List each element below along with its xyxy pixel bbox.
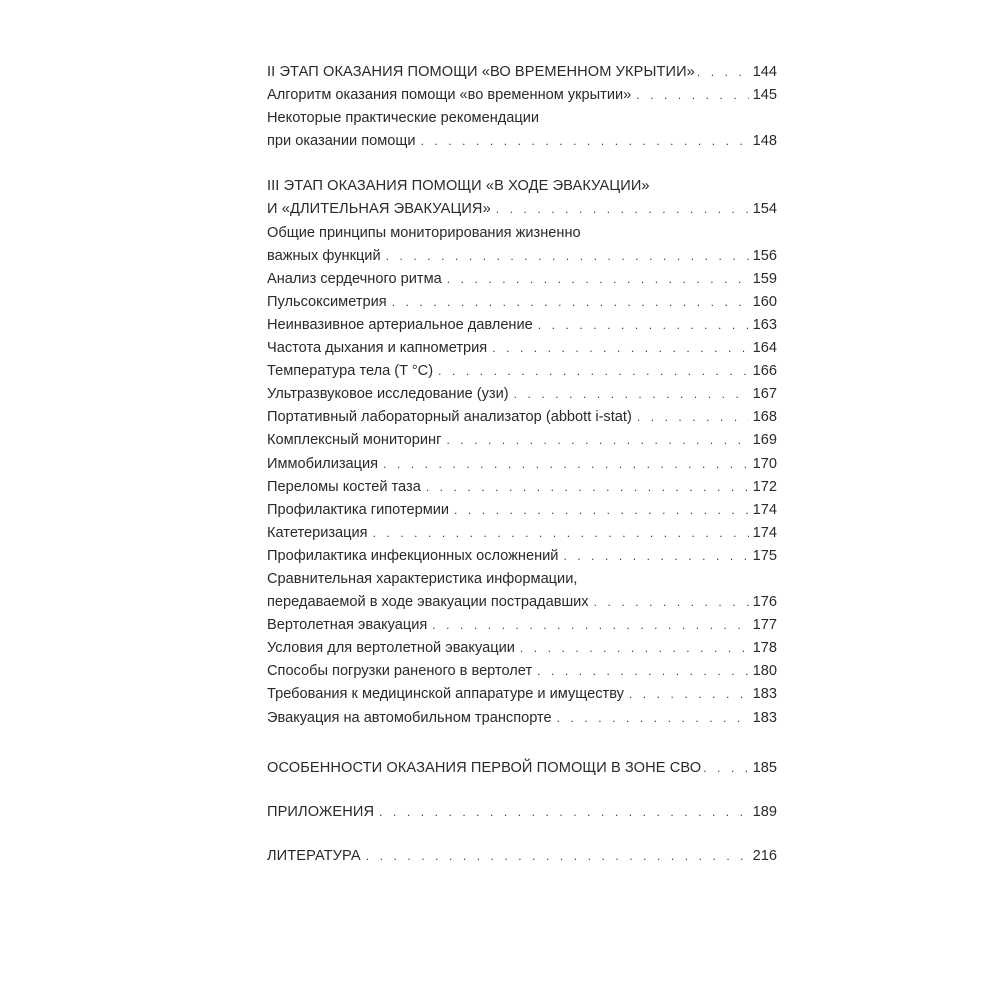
toc-page-number: 216	[752, 847, 777, 864]
toc-leader-dots	[379, 801, 749, 824]
toc-heading-line[interactable]	[267, 175, 777, 221]
toc-page-number: 176	[752, 594, 777, 611]
toc-leader-dots	[446, 429, 748, 452]
toc-leader-dots	[426, 476, 749, 499]
toc-entry[interactable]	[267, 453, 777, 476]
toc-leader-dots	[594, 591, 749, 614]
toc-entry[interactable]	[267, 314, 777, 337]
toc-entry[interactable]	[267, 683, 777, 706]
toc-leader-dots	[386, 245, 749, 268]
toc-page-number: 172	[752, 478, 777, 495]
toc-leader-dots	[492, 337, 748, 360]
toc-entry[interactable]	[267, 406, 777, 429]
toc-entry-title: Пульсоксиметрия	[267, 293, 387, 310]
toc-leader-dots	[557, 707, 749, 730]
toc-page-number: 160	[752, 293, 777, 310]
toc-section-stage-3	[267, 175, 777, 729]
toc-heading-title: II ЭТАП ОКАЗАНИЯ ПОМОЩИ «ВО ВРЕМЕННОМ УКРЫТИИ»	[267, 64, 695, 80]
toc-page-number: 189	[752, 803, 777, 820]
toc-entry-title: Анализ сердечного ритма	[267, 270, 442, 287]
toc-entry[interactable]	[267, 360, 777, 383]
toc-page-number: 169	[752, 432, 777, 449]
toc-entry[interactable]	[267, 660, 777, 683]
toc-leader-dots	[537, 660, 749, 683]
toc-entry-title: важных функций	[267, 247, 381, 264]
toc-entry-title: Портативный лабораторный анализатор (abbott i-stat)	[267, 409, 632, 426]
toc-entry[interactable]	[267, 614, 777, 637]
toc-heading-title: ЛИТЕРАТУРА	[267, 847, 361, 864]
toc-page-number: 183	[752, 686, 777, 703]
toc-page-number: 159	[752, 270, 777, 287]
toc-entry[interactable]	[267, 568, 777, 614]
toc-leader-dots	[563, 545, 748, 568]
toc-entry-title: Профилактика инфекционных осложнений	[267, 547, 559, 564]
toc-entry[interactable]	[267, 268, 777, 291]
table-of-contents	[267, 61, 777, 868]
toc-page-number: 145	[752, 87, 777, 104]
toc-entry-title: Требования к медицинской аппаратуре и имуществу	[267, 686, 624, 703]
toc-leader-dots	[703, 757, 748, 780]
toc-entry-title: Температура тела (T °С)	[267, 363, 434, 380]
toc-entry[interactable]	[267, 291, 777, 314]
toc-leader-dots	[366, 845, 749, 868]
toc-page-number: 167	[752, 386, 777, 403]
toc-entry-title: передаваемой в ходе эвакуации пострадавших	[267, 594, 589, 611]
toc-leader-dots	[438, 360, 749, 383]
toc-entry-title: Профилактика гипотермии	[267, 501, 450, 518]
toc-entry[interactable]	[267, 707, 777, 730]
toc-heading-title: ОСОБЕННОСТИ ОКАЗАНИЯ ПЕРВОЙ ПОМОЩИ В ЗОНЕ СВО	[267, 759, 702, 776]
toc-entry-title: Ультразвуковое исследование (узи)	[267, 386, 509, 403]
toc-leader-dots	[514, 383, 749, 406]
toc-leader-dots	[636, 84, 748, 107]
toc-entry-title: Частота дыхания и капнометрия	[267, 340, 488, 357]
toc-entry-title-line1: Общие принципы мониторирования жизненно	[267, 224, 581, 241]
toc-leader-dots	[629, 683, 749, 706]
toc-leader-dots	[637, 406, 749, 429]
toc-page-number: 174	[752, 524, 777, 541]
toc-page-number: 168	[752, 409, 777, 426]
toc-entry-title: при оказании помощи	[267, 133, 416, 150]
toc-heading-literature[interactable]	[267, 845, 777, 868]
toc-entry[interactable]	[267, 476, 777, 499]
toc-heading-features[interactable]	[267, 757, 777, 780]
toc-page-number: 177	[752, 617, 777, 634]
toc-page-number: 180	[752, 663, 777, 680]
toc-page-number: 148	[752, 133, 777, 150]
toc-entry-title: Алгоритм оказания помощи «во временном укрытии»	[267, 87, 632, 104]
toc-entry[interactable]	[267, 545, 777, 568]
toc-entry-title-line1: Некоторые практические рекомендации	[267, 110, 540, 127]
toc-leader-dots	[392, 291, 749, 314]
toc-entry-title: Неинвазивное артериальное давление	[267, 316, 533, 333]
toc-page-number: 185	[752, 759, 777, 776]
toc-leader-dots	[496, 198, 749, 221]
toc-leader-dots	[421, 130, 749, 153]
toc-page-number: 163	[752, 316, 777, 333]
toc-heading-appendices[interactable]	[267, 801, 777, 824]
toc-heading-title-line1: III ЭТАП ОКАЗАНИЯ ПОМОЩИ «В ХОДЕ ЭВАКУАЦИИ»	[267, 178, 650, 195]
toc-page-number: 154	[752, 201, 777, 218]
toc-entry[interactable]	[267, 522, 777, 545]
toc-entry-title: Переломы костей таза	[267, 478, 421, 495]
toc-entry[interactable]	[267, 429, 777, 452]
toc-entry[interactable]	[267, 637, 777, 660]
toc-entry-title: Катетеризация	[267, 524, 368, 541]
toc-heading-title: ПРИЛОЖЕНИЯ	[267, 803, 375, 820]
toc-entry[interactable]	[267, 383, 777, 406]
toc-section-stage-2	[267, 61, 777, 153]
toc-entry-title: Эвакуация на автомобильном транспорте	[267, 709, 552, 726]
toc-leader-dots	[432, 614, 748, 637]
toc-entry[interactable]	[267, 222, 777, 268]
toc-page-number: 183	[752, 709, 777, 726]
toc-entry-title: Иммобилизация	[267, 455, 379, 472]
toc-page-number: 178	[752, 640, 777, 657]
toc-heading-line[interactable]	[267, 61, 777, 84]
toc-entry-title: Условия для вертолетной эвакуации	[267, 640, 515, 657]
toc-entry-title: Комплексный мониторинг	[267, 432, 442, 449]
toc-entry[interactable]	[267, 499, 777, 522]
toc-leader-dots	[538, 314, 749, 337]
toc-entry-title: Вертолетная эвакуация	[267, 617, 428, 634]
toc-page-number: 170	[752, 455, 777, 472]
toc-entry[interactable]	[267, 107, 777, 153]
toc-heading-title: И «ДЛИТЕЛЬНАЯ ЭВАКУАЦИЯ»	[267, 201, 491, 218]
toc-leader-dots	[447, 268, 749, 291]
toc-page-number: 166	[752, 363, 777, 380]
toc-leader-dots	[373, 522, 749, 545]
toc-page-number: 174	[752, 501, 777, 518]
toc-page-number: 156	[752, 247, 777, 264]
toc-entry-title-line1: Сравнительная характеристика информации,	[267, 570, 578, 587]
toc-entry[interactable]	[267, 337, 777, 360]
toc-leader-dots	[520, 637, 749, 660]
toc-entry-title: Способы погрузки раненого в вертолет	[267, 663, 533, 680]
toc-entry[interactable]	[267, 84, 777, 107]
toc-leader-dots	[383, 453, 749, 476]
toc-page-number: 144	[752, 64, 777, 80]
toc-page-number: 164	[752, 340, 777, 357]
toc-leader-dots	[454, 499, 749, 522]
toc-leader-dots	[697, 61, 749, 84]
toc-page-number: 175	[752, 547, 777, 564]
